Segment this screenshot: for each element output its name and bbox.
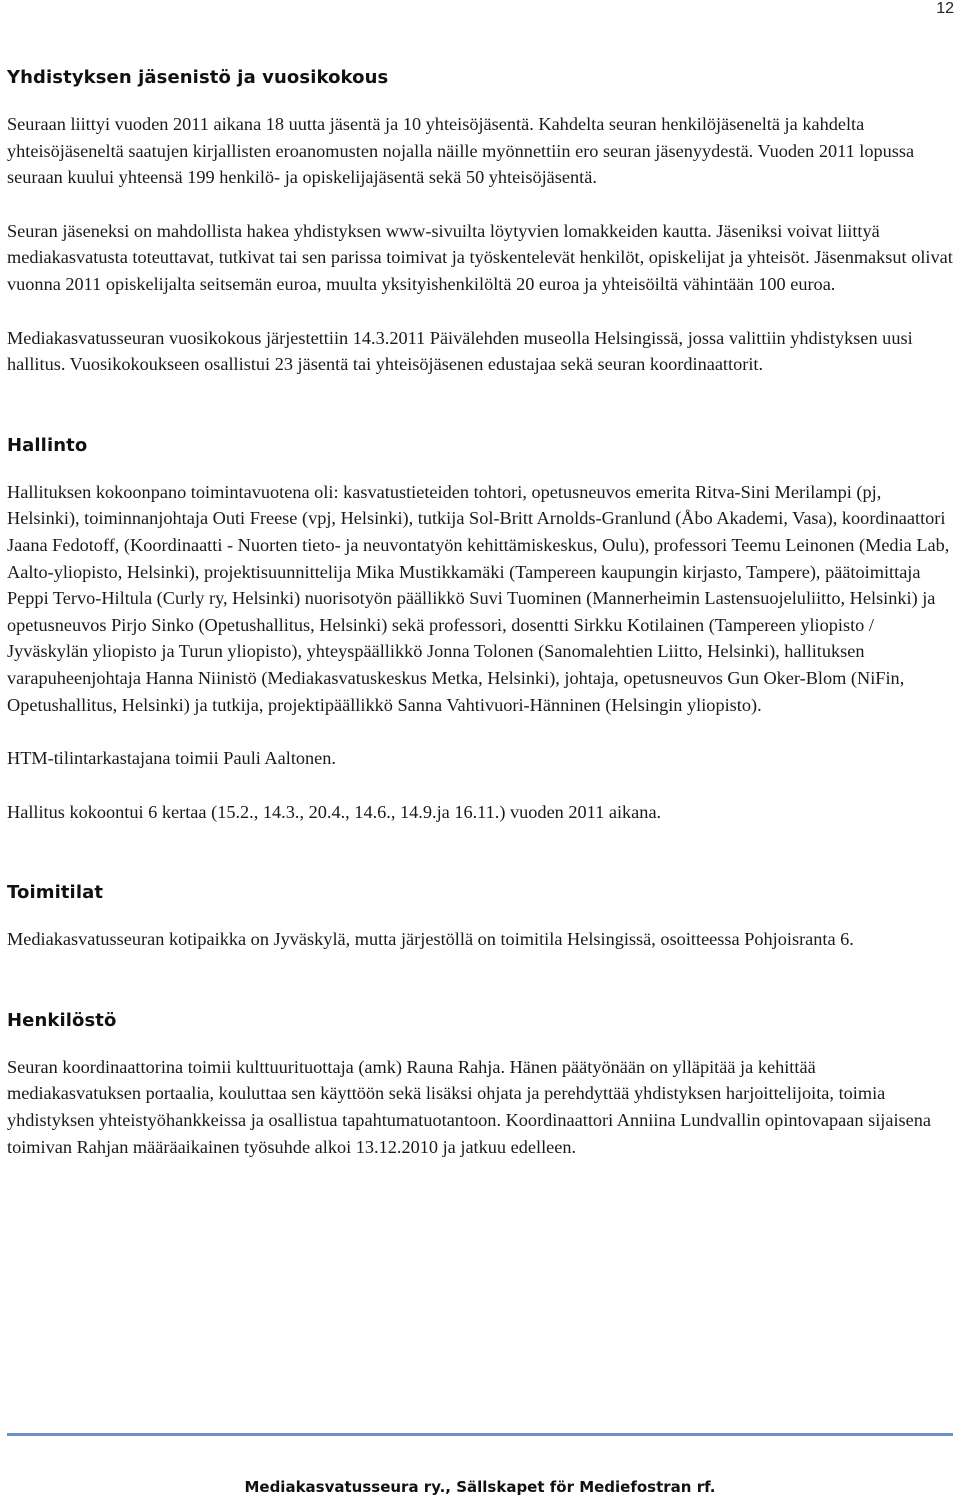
- paragraph: Seuraan liittyi vuoden 2011 aikana 18 uutta jäsentä ja 10 yhteisöjäsentä. Kahdelta seuran henkilöjäseneltä ja kahdelta yhteisöjäseneltä saatujen kirjallisten eroanomusten nojalla näille myönnettiin ero seuran jäsenyydestä. Vuoden 2011 lopussa seuraan kuului yhteensä 199 henkilö- ja opiskelijajäsentä sekä 50 yhteisöjäsentä.: [7, 114, 915, 188]
- paragraph: HTM-tilintarkastajana toimii Pauli Aaltonen.: [7, 748, 336, 769]
- paragraph: Mediakasvatusseuran kotipaikka on Jyväskylä, mutta järjestöllä on toimitila Helsingissä, osoitteessa Pohjoisranta 6.: [7, 929, 854, 950]
- paragraph: Hallituksen kokoonpano toimintavuotena oli: kasvatustieteiden tohtori, opetusneuvos emerita Ritva-Sini Merilampi (pj, Helsinki), toiminnanjohtaja Outi Freese (vpj, Helsinki), tutkija Sol-Britt Arnolds-Granlund (Åbo Akademi, Vasa), koordinaattori Jaana Fedotoff, (Koordinaatti - Nuorten tieto- ja neuvontatyön kehittämiskeskus, Oulu), professori Teemu Leinonen (Media Lab, Aalto-yliopisto, Helsinki), projektisuunnittelija Mika Mustikkamäki (Tampereen kaupungin kirjasto, Tampere), päätoimittaja Peppi Tervo-Hiltula (Curly ry, Helsinki) nuorisotyön päällikkö Suvi Tuominen (Mannerheimin Lastensuojeluliitto, Helsinki) ja opetusneuvos Pirjo Sinko (Opetushallitus, Helsinki) sekä professori, dosentti Sirkku Kotilainen (Tampereen yliopisto / Jyväskylän yliopisto ja Turun yliopisto), yhteyspäällikkö Jonna Tolonen (Sanomalehtien Liitto, Helsinki), hallituksen varapuheenjohtaja Hanna Niinistö (Mediakasvatuskeskus Metka, Helsinki), johtaja, opetusneuvos Gun Oker-Blom (NiFin, Opetushallitus, Helsinki) ja tutkija, projektipäällikkö Sanna Vahtivuori-Hänninen (Helsingin yliopisto).: [7, 481, 950, 715]
- footer-organization: Mediakasvatusseura ry., Sällskapet för Mediefostran rf.: [244, 1478, 716, 1496]
- section-heading-hallinto: Hallinto: [7, 434, 88, 456]
- section-heading-henkilosto: Henkilöstö: [7, 1009, 117, 1031]
- paragraph: Seuran koordinaattorina toimii kulttuurituottaja (amk) Rauna Rahja. Hänen päätyönään on ylläpitää ja kehittää mediakasvatuksen portaalia, kouluttaa sen käyttöön sekä lisäksi ohjata ja perehdyttää yhdistyksen harjoittelijoita, toimia yhdistyksen yhteistyöhankkeissa ja osallistua tapahtumatuotantoon. Koordinaattori Anniina Lundvallin opintovapaan sijaisena toimivan Rahjan määräaikainen työsuhde alkoi 13.12.2010 ja jatkuu edelleen.: [7, 1056, 932, 1157]
- section-heading-toimitilat: Toimitilat: [7, 882, 104, 904]
- paragraph: Mediakasvatusseuran vuosikokous järjestettiin 14.3.2011 Päivälehden museolla Helsingissä, jossa valittiin yhdistyksen uusi hallitus. Vuosikokoukseen osallistui 23 jäsentä tai yhteisöjäsenen edustajaa sekä seuran koordinaattorit.: [7, 327, 913, 375]
- footer-divider: [7, 1433, 953, 1436]
- document-body: [7, 67, 953, 1160]
- paragraph: Seuran jäseneksi on mahdollista hakea yhdistyksen www-sivuilta löytyvien lomakkeiden kautta. Jäseniksi voivat liittyä mediakasvatusta toteuttavat, tutkivat tai sen parissa toimivat ja työskentelevät henkilöt, opiskelijat ja yhteisöt. Jäsenmaksut olivat vuonna 2011 opiskelijalta seitsemän euroa, muulta yksityishenkilöltä 20 euroa ja yhteisöiltä vähintään 100 euroa.: [7, 220, 953, 294]
- paragraph: Hallitus kokoontui 6 kertaa (15.2., 14.3., 20.4., 14.6., 14.9.ja 16.11.) vuoden 2011 aikana.: [7, 801, 662, 822]
- page-number: 12: [936, 0, 954, 17]
- section-heading-membership: Yhdistyksen jäsenistö ja vuosikokous: [7, 67, 389, 88]
